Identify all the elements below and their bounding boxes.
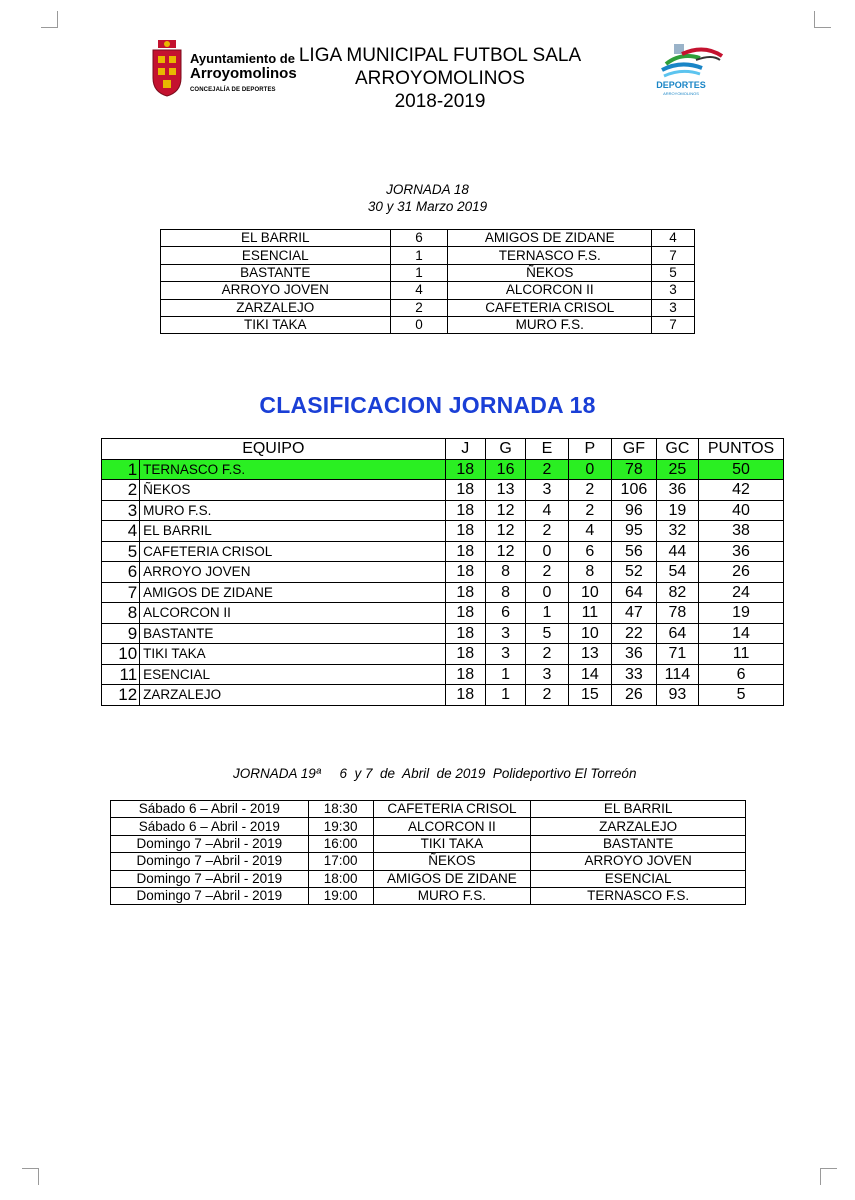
drawn: 2 xyxy=(526,685,568,706)
goals-against: 32 xyxy=(656,521,698,542)
goals-against: 25 xyxy=(656,459,698,480)
team-name: TIKI TAKA xyxy=(140,644,445,665)
match-time: 19:00 xyxy=(308,887,373,904)
points: 38 xyxy=(699,521,784,542)
drawn: 2 xyxy=(526,521,568,542)
away-team: CAFETERIA CRISOL xyxy=(448,299,652,316)
match-date: Domingo 7 –Abril - 2019 xyxy=(111,870,309,887)
standings-row xyxy=(102,603,784,624)
drawn: 3 xyxy=(526,480,568,501)
played: 18 xyxy=(445,644,485,665)
team-name: MURO F.S. xyxy=(140,500,445,521)
match-time: 17:00 xyxy=(308,853,373,870)
position: 12 xyxy=(102,685,140,706)
team-name: ALCORCON II xyxy=(140,603,445,624)
position: 5 xyxy=(102,541,140,562)
goals-for: 56 xyxy=(612,541,657,562)
lost: 11 xyxy=(568,603,611,624)
away-team: EL BARRIL xyxy=(531,801,746,818)
col-puntos: PUNTOS xyxy=(699,439,784,460)
away-goals: 3 xyxy=(652,299,695,316)
jornada19-schedule-table xyxy=(110,800,746,905)
goals-against: 71 xyxy=(656,644,698,665)
drawn: 5 xyxy=(526,623,568,644)
won: 13 xyxy=(485,480,525,501)
points: 50 xyxy=(699,459,784,480)
goals-for: 52 xyxy=(612,562,657,583)
ayuntamiento-logo xyxy=(150,38,300,102)
match-date: Domingo 7 –Abril - 2019 xyxy=(111,835,309,852)
lost: 13 xyxy=(568,644,611,665)
away-team: ARROYO JOVEN xyxy=(531,853,746,870)
goals-against: 36 xyxy=(656,480,698,501)
position: 9 xyxy=(102,623,140,644)
position: 11 xyxy=(102,664,140,685)
jornada18-dates: 30 y 31 Marzo 2019 xyxy=(367,199,488,214)
goals-against: 19 xyxy=(656,500,698,521)
goals-against: 64 xyxy=(656,623,698,644)
drawn: 2 xyxy=(526,644,568,665)
result-row xyxy=(161,230,695,247)
home-team: ALCORCON II xyxy=(373,818,531,835)
standings-row xyxy=(102,480,784,501)
schedule-row xyxy=(111,887,746,904)
standings-table xyxy=(101,438,784,706)
deportes-sub: ARROYOMOLINOS xyxy=(663,91,699,96)
crop-mark-bottom-right xyxy=(820,1168,837,1185)
position: 10 xyxy=(102,644,140,665)
lost: 4 xyxy=(568,521,611,542)
home-team: ARROYO JOVEN xyxy=(161,282,391,299)
goals-against: 82 xyxy=(656,582,698,603)
goals-for: 36 xyxy=(612,644,657,665)
deportes-logo xyxy=(656,42,724,102)
played: 18 xyxy=(445,562,485,583)
schedule-row xyxy=(111,835,746,852)
standings-header-row xyxy=(102,439,784,460)
town-title: ARROYOMOLINOS xyxy=(355,68,525,89)
lost: 0 xyxy=(568,459,611,480)
ayuntamiento-text xyxy=(190,52,297,93)
schedule-row xyxy=(111,853,746,870)
position: 4 xyxy=(102,521,140,542)
away-team: BASTANTE xyxy=(531,835,746,852)
team-name: CAFETERIA CRISOL xyxy=(140,541,445,562)
goals-for: 106 xyxy=(612,480,657,501)
home-team: AMIGOS DE ZIDANE xyxy=(373,870,531,887)
away-goals: 7 xyxy=(652,247,695,264)
season-title: 2018-2019 xyxy=(394,91,486,112)
home-team: ÑEKOS xyxy=(373,853,531,870)
logo-line1: Ayuntamiento de xyxy=(190,51,295,66)
away-goals: 3 xyxy=(652,282,695,299)
standings-row xyxy=(102,459,784,480)
home-team: ESENCIAL xyxy=(161,247,391,264)
lost: 15 xyxy=(568,685,611,706)
points: 36 xyxy=(699,541,784,562)
home-goals: 1 xyxy=(390,264,448,281)
drawn: 0 xyxy=(526,541,568,562)
played: 18 xyxy=(445,480,485,501)
match-time: 16:00 xyxy=(308,835,373,852)
won: 12 xyxy=(485,541,525,562)
drawn: 2 xyxy=(526,562,568,583)
won: 3 xyxy=(485,623,525,644)
standings-row xyxy=(102,623,784,644)
position: 8 xyxy=(102,603,140,624)
document-header xyxy=(290,44,590,113)
schedule-row xyxy=(111,801,746,818)
home-goals: 2 xyxy=(390,299,448,316)
played: 18 xyxy=(445,603,485,624)
goals-for: 78 xyxy=(612,459,657,480)
lost: 8 xyxy=(568,562,611,583)
won: 3 xyxy=(485,644,525,665)
drawn: 0 xyxy=(526,582,568,603)
points: 19 xyxy=(699,603,784,624)
lost: 10 xyxy=(568,582,611,603)
played: 18 xyxy=(445,541,485,562)
won: 12 xyxy=(485,521,525,542)
points: 40 xyxy=(699,500,784,521)
home-team: TIKI TAKA xyxy=(373,835,531,852)
goals-for: 64 xyxy=(612,582,657,603)
drawn: 3 xyxy=(526,664,568,685)
won: 1 xyxy=(485,685,525,706)
won: 12 xyxy=(485,500,525,521)
position: 7 xyxy=(102,582,140,603)
goals-against: 54 xyxy=(656,562,698,583)
won: 8 xyxy=(485,562,525,583)
result-row xyxy=(161,264,695,281)
away-goals: 5 xyxy=(652,264,695,281)
team-name: BASTANTE xyxy=(140,623,445,644)
deportes-emblem-icon xyxy=(656,42,724,82)
col-gf: GF xyxy=(612,439,657,460)
col-e: E xyxy=(526,439,568,460)
league-title: LIGA MUNICIPAL FUTBOL SALA xyxy=(298,45,582,66)
result-row xyxy=(161,282,695,299)
won: 1 xyxy=(485,664,525,685)
goals-against: 44 xyxy=(656,541,698,562)
home-team: BASTANTE xyxy=(161,264,391,281)
goals-against: 78 xyxy=(656,603,698,624)
match-date: Sábado 6 – Abril - 2019 xyxy=(111,818,309,835)
away-goals: 4 xyxy=(652,230,695,247)
points: 26 xyxy=(699,562,784,583)
goals-against: 114 xyxy=(656,664,698,685)
standings-row xyxy=(102,541,784,562)
home-goals: 1 xyxy=(390,247,448,264)
logo-line3: CONCEJALÍA DE DEPORTES xyxy=(190,87,276,93)
match-time: 18:00 xyxy=(308,870,373,887)
schedule-row xyxy=(111,818,746,835)
standings-row xyxy=(102,685,784,706)
drawn: 4 xyxy=(526,500,568,521)
away-team: ALCORCON II xyxy=(448,282,652,299)
position: 6 xyxy=(102,562,140,583)
lost: 2 xyxy=(568,480,611,501)
played: 18 xyxy=(445,500,485,521)
drawn: 2 xyxy=(526,459,568,480)
match-time: 19:30 xyxy=(308,818,373,835)
logo-line2: Arroyomolinos xyxy=(190,65,297,82)
points: 11 xyxy=(699,644,784,665)
points: 24 xyxy=(699,582,784,603)
standings-row xyxy=(102,521,784,542)
away-team: ESENCIAL xyxy=(531,870,746,887)
away-team: ZARZALEJO xyxy=(531,818,746,835)
home-goals: 4 xyxy=(390,282,448,299)
home-goals: 6 xyxy=(390,230,448,247)
team-name: ESENCIAL xyxy=(140,664,445,685)
jornada18-title: JORNADA 18 xyxy=(386,182,469,197)
crop-mark-top-left xyxy=(41,11,58,28)
team-name: ÑEKOS xyxy=(140,480,445,501)
points: 42 xyxy=(699,480,784,501)
home-team: CAFETERIA CRISOL xyxy=(373,801,531,818)
away-team: TERNASCO F.S. xyxy=(531,887,746,904)
points: 14 xyxy=(699,623,784,644)
col-p: P xyxy=(568,439,611,460)
points: 5 xyxy=(699,685,784,706)
won: 8 xyxy=(485,582,525,603)
coat-of-arms-icon xyxy=(150,38,184,98)
standings-row xyxy=(102,500,784,521)
home-team: EL BARRIL xyxy=(161,230,391,247)
played: 18 xyxy=(445,685,485,706)
schedule-row xyxy=(111,870,746,887)
goals-for: 95 xyxy=(612,521,657,542)
standings-title: CLASIFICACION JORNADA 18 xyxy=(259,392,596,418)
team-name: EL BARRIL xyxy=(140,521,445,542)
played: 18 xyxy=(445,459,485,480)
team-name: TERNASCO F.S. xyxy=(140,459,445,480)
col-j: J xyxy=(445,439,485,460)
home-goals: 0 xyxy=(390,316,448,333)
result-row xyxy=(161,299,695,316)
position: 3 xyxy=(102,500,140,521)
goals-for: 47 xyxy=(612,603,657,624)
played: 18 xyxy=(445,664,485,685)
home-team: ZARZALEJO xyxy=(161,299,391,316)
crop-mark-bottom-left xyxy=(22,1168,39,1185)
jornada18-heading xyxy=(300,181,555,215)
crop-mark-top-right xyxy=(814,11,831,28)
deportes-label: DEPORTES xyxy=(656,80,706,90)
away-team: ÑEKOS xyxy=(448,264,652,281)
drawn: 1 xyxy=(526,603,568,624)
goals-for: 33 xyxy=(612,664,657,685)
goals-for: 26 xyxy=(612,685,657,706)
jornada19-title: JORNADA 19ª 6 y 7 de Abril de 2019 Polideportivo El Torreón xyxy=(233,766,637,781)
goals-for: 22 xyxy=(612,623,657,644)
played: 18 xyxy=(445,521,485,542)
lost: 2 xyxy=(568,500,611,521)
standings-row xyxy=(102,644,784,665)
col-g: G xyxy=(485,439,525,460)
match-date: Domingo 7 –Abril - 2019 xyxy=(111,887,309,904)
match-time: 18:30 xyxy=(308,801,373,818)
home-team: TIKI TAKA xyxy=(161,316,391,333)
won: 6 xyxy=(485,603,525,624)
team-name: ARROYO JOVEN xyxy=(140,562,445,583)
team-name: AMIGOS DE ZIDANE xyxy=(140,582,445,603)
away-team: TERNASCO F.S. xyxy=(448,247,652,264)
position: 1 xyxy=(102,459,140,480)
away-team: AMIGOS DE ZIDANE xyxy=(448,230,652,247)
away-goals: 7 xyxy=(652,316,695,333)
points: 6 xyxy=(699,664,784,685)
played: 18 xyxy=(445,623,485,644)
away-team: MURO F.S. xyxy=(448,316,652,333)
position: 2 xyxy=(102,480,140,501)
match-date: Domingo 7 –Abril - 2019 xyxy=(111,853,309,870)
standings-row xyxy=(102,582,784,603)
goals-against: 93 xyxy=(656,685,698,706)
result-row xyxy=(161,247,695,264)
team-name: ZARZALEJO xyxy=(140,685,445,706)
lost: 6 xyxy=(568,541,611,562)
standings-row xyxy=(102,562,784,583)
result-row xyxy=(161,316,695,333)
lost: 14 xyxy=(568,664,611,685)
home-team: MURO F.S. xyxy=(373,887,531,904)
jornada18-results-table xyxy=(160,229,695,334)
col-equipo: EQUIPO xyxy=(102,439,446,460)
standings-row xyxy=(102,664,784,685)
played: 18 xyxy=(445,582,485,603)
won: 16 xyxy=(485,459,525,480)
match-date: Sábado 6 – Abril - 2019 xyxy=(111,801,309,818)
lost: 10 xyxy=(568,623,611,644)
goals-for: 96 xyxy=(612,500,657,521)
col-gc: GC xyxy=(656,439,698,460)
